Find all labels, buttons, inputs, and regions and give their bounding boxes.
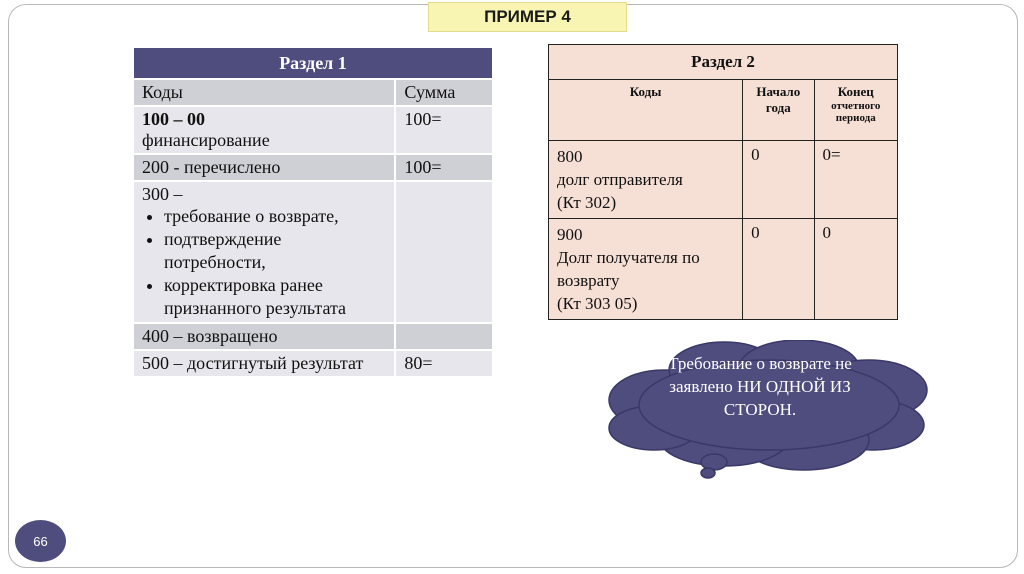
code-desc: долг отправителя <box>557 170 683 189</box>
code-cell <box>134 106 395 154</box>
table-row <box>134 181 493 323</box>
code-cell: 500 – достигнутый результат <box>134 350 395 377</box>
section2-end-header <box>814 80 897 141</box>
table-row <box>549 219 898 320</box>
section2-header: Раздел 2 <box>549 45 898 80</box>
code-cell <box>134 181 395 323</box>
code-cell <box>549 141 743 219</box>
code-desc: 300 – <box>142 184 183 204</box>
code-number: 100 – 00 <box>142 109 205 129</box>
sum-cell: 100= <box>395 106 493 154</box>
end-cell: 0= <box>814 141 897 219</box>
sum-cell <box>395 323 493 350</box>
list-item: • требование о возврате, <box>164 205 386 228</box>
code-account: (Кт 302) <box>557 193 617 212</box>
section2-codes-header: Коды <box>549 80 743 141</box>
sum-cell <box>395 181 493 323</box>
slide-title: ПРИМЕР 4 <box>428 2 627 32</box>
section1-codes-header: Коды <box>134 79 395 106</box>
section1-header: Раздел 1 <box>134 48 493 79</box>
sum-cell: 80= <box>395 350 493 377</box>
section1-sum-header: Сумма <box>395 79 493 106</box>
end-header-line2: отчетного периода <box>831 100 881 124</box>
start-cell: 0 <box>743 141 814 219</box>
table-row <box>134 106 493 154</box>
code-cell: 400 – возвращено <box>134 323 395 350</box>
sum-cell: 100= <box>395 154 493 181</box>
list-item: • подтверждение потребности, <box>164 228 386 274</box>
code-number: 900 <box>557 225 583 244</box>
table-row <box>134 350 493 377</box>
section2-table <box>548 44 898 320</box>
table-row <box>549 141 898 219</box>
end-cell: 0 <box>814 219 897 320</box>
callout-text: Требование о возврате не заявлено НИ ОДНОЙ ИЗ СТОРОН. <box>668 354 852 419</box>
section1-table <box>134 48 494 378</box>
table-row <box>134 323 493 350</box>
section2-start-header: Начало года <box>743 80 814 141</box>
start-cell: 0 <box>743 219 814 320</box>
page-number-badge: 66 <box>15 520 66 562</box>
table-row <box>134 154 493 181</box>
bullet-list <box>142 205 386 320</box>
code-cell <box>549 219 743 320</box>
code-number: 800 <box>557 147 583 166</box>
code-account: (Кт 303 05) <box>557 294 638 313</box>
list-item: • корректировка ранее признанного результата <box>164 274 386 320</box>
code-desc: финансирование <box>142 130 270 150</box>
table-row <box>134 79 493 106</box>
code-desc: Долг получателя по возврату <box>557 248 700 290</box>
end-header-line1: Конец <box>837 84 874 99</box>
code-cell: 200 - перечислено <box>134 154 395 181</box>
table-row <box>549 80 898 141</box>
